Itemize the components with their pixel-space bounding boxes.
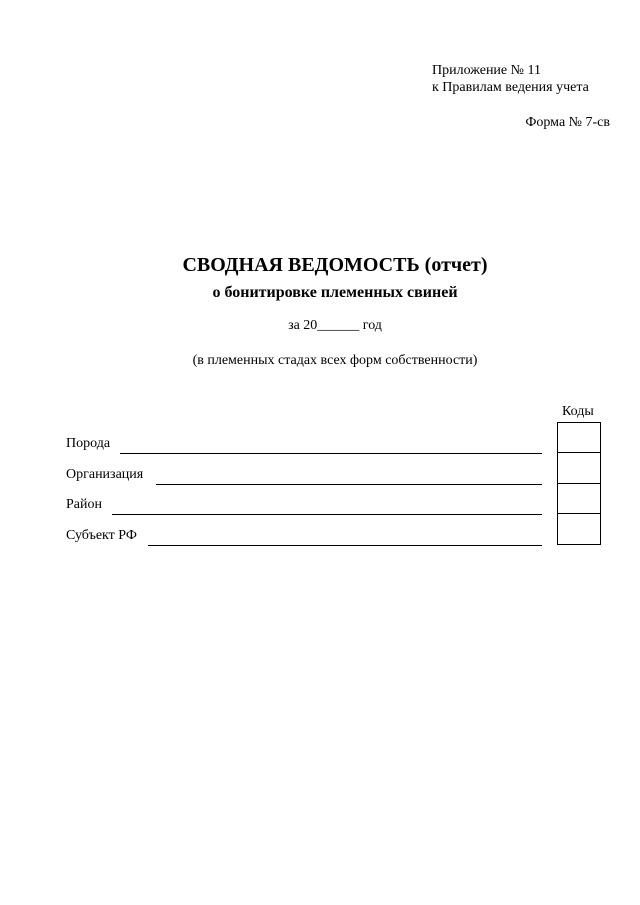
code-cell-federal-subject[interactable] bbox=[558, 514, 600, 544]
field-federal-subject-label: Субъект РФ bbox=[66, 528, 137, 543]
report-year-line: за 20______ год bbox=[288, 318, 382, 333]
field-breed-input-line[interactable] bbox=[120, 453, 542, 454]
field-federal-subject-input-line[interactable] bbox=[148, 545, 542, 546]
report-scope: (в племенных стадах всех форм собственности) bbox=[192, 353, 478, 368]
field-breed-label: Порода bbox=[66, 436, 111, 451]
field-organization-label: Организация bbox=[66, 467, 144, 482]
code-cell-organization[interactable] bbox=[558, 453, 600, 483]
document-title: СВОДНАЯ ВЕДОМОСТЬ (отчет) bbox=[182, 254, 488, 276]
field-breed bbox=[66, 436, 542, 456]
code-cell-breed[interactable] bbox=[558, 423, 600, 453]
field-district-input-line[interactable] bbox=[112, 514, 542, 515]
field-district bbox=[66, 497, 542, 517]
form-number: Форма № 7-св bbox=[525, 115, 610, 130]
appendix-reference bbox=[432, 62, 589, 96]
field-organization bbox=[66, 467, 542, 487]
code-cell-district[interactable] bbox=[558, 484, 600, 514]
field-organization-input-line[interactable] bbox=[156, 484, 542, 485]
field-district-label: Район bbox=[66, 497, 102, 512]
codes-table bbox=[557, 422, 601, 545]
field-federal-subject bbox=[66, 528, 542, 548]
codes-label: Коды bbox=[562, 404, 594, 419]
appendix-rules: к Правилам ведения учета bbox=[432, 80, 589, 95]
appendix-number: Приложение № 11 bbox=[432, 63, 541, 78]
document-subtitle: о бонитировке племенных свиней bbox=[212, 284, 458, 301]
